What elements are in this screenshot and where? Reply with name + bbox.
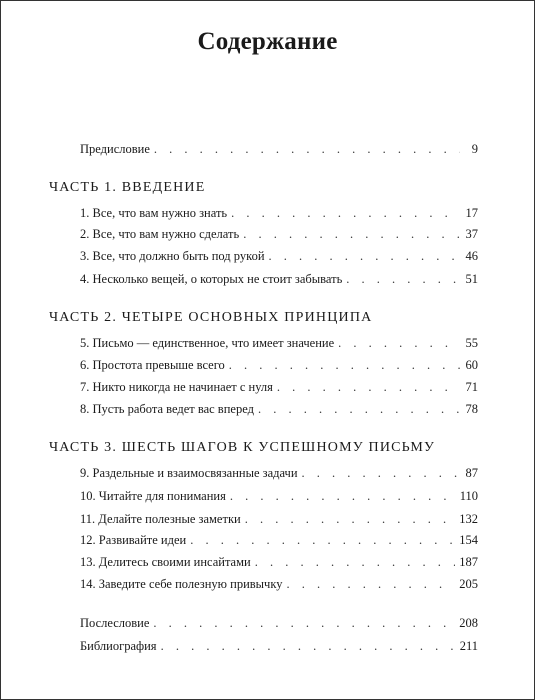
- toc-entry-label: Послесловие: [80, 616, 150, 630]
- toc-entry[interactable]: [80, 465, 478, 481]
- toc-entry-page: 46: [465, 249, 478, 263]
- toc-entry-label: 5. Письмо — единственное, что имеет значение: [80, 336, 335, 350]
- toc-entry[interactable]: [80, 205, 478, 221]
- dot-leader: [255, 554, 456, 570]
- toc-entry-page: 187: [459, 555, 478, 569]
- toc-entry[interactable]: [80, 335, 478, 351]
- toc-entry[interactable]: [80, 576, 478, 592]
- toc-entry-afterword[interactable]: [80, 615, 478, 631]
- toc-entry[interactable]: [80, 248, 478, 264]
- toc-entry-label: 1. Все, что вам нужно знать: [80, 206, 228, 220]
- page-title: Содержание: [197, 28, 338, 55]
- dot-leader: [338, 335, 460, 351]
- dot-leader: [269, 248, 460, 264]
- dot-leader: [287, 576, 456, 592]
- dot-leader: [190, 532, 455, 548]
- toc-entry[interactable]: [80, 511, 478, 527]
- toc-entry-page: 211: [459, 639, 478, 653]
- toc-entry[interactable]: [80, 554, 478, 570]
- dot-leader: [229, 357, 460, 373]
- toc-entry-page: 205: [459, 577, 478, 591]
- part-heading-2: ЧАСТЬ 2. ЧЕТЫРЕ ОСНОВНЫХ ПРИНЦИПА: [49, 310, 373, 325]
- toc-entry-label: 7. Никто никогда не начинает с нуля: [80, 380, 273, 394]
- toc-entry-page: 71: [465, 380, 478, 394]
- toc-entry-page: 132: [459, 512, 478, 526]
- dot-leader: [245, 511, 456, 527]
- toc-entry-page: 37: [465, 227, 478, 241]
- toc-entry-page: 17: [465, 206, 478, 220]
- toc-entry[interactable]: [80, 357, 478, 373]
- toc-entry-page: 154: [459, 533, 478, 547]
- toc-entry-page: 9: [471, 142, 478, 156]
- toc-entry-page: 55: [465, 336, 478, 350]
- toc-entry[interactable]: [80, 532, 478, 548]
- dot-leader: [346, 271, 460, 287]
- part-heading-1: ЧАСТЬ 1. ВВЕДЕНИЕ: [49, 180, 206, 195]
- toc-entry-page: 78: [465, 402, 478, 416]
- toc-entry-label: Предисловие: [80, 142, 150, 156]
- toc-entry-label: Библиография: [80, 639, 157, 653]
- toc-entry-label: 12. Развивайте идеи: [80, 533, 187, 547]
- toc-entry[interactable]: [80, 488, 478, 504]
- toc-entry-page: 87: [465, 466, 478, 480]
- toc-entry-label: 3. Все, что должно быть под рукой: [80, 249, 265, 263]
- dot-leader: [161, 638, 456, 654]
- toc-entry[interactable]: [80, 226, 478, 242]
- toc-entry-label: 4. Несколько вещей, о которых не стоит забывать: [80, 272, 343, 286]
- toc-entry[interactable]: [80, 401, 478, 417]
- dot-leader: [277, 379, 460, 395]
- toc-entry-page: 60: [465, 358, 478, 372]
- toc-entry-preface[interactable]: [80, 141, 478, 157]
- dot-leader: [231, 205, 460, 221]
- toc-entry-page: 208: [459, 616, 478, 630]
- toc-entry-label: 8. Пусть работа ведет вас вперед: [80, 402, 254, 416]
- toc-entry-label: 10. Читайте для понимания: [80, 489, 226, 503]
- toc-entry[interactable]: [80, 379, 478, 395]
- dot-leader: [154, 141, 460, 157]
- toc-entry-label: 9. Раздельные и взаимосвязанные задачи: [80, 466, 298, 480]
- part-heading-3: ЧАСТЬ 3. ШЕСТЬ ШАГОВ К УСПЕШНОМУ ПИСЬМУ: [49, 440, 436, 455]
- toc-entry-label: 13. Делитесь своими инсайтами: [80, 555, 251, 569]
- dot-leader: [243, 226, 460, 242]
- dot-leader: [230, 488, 456, 504]
- toc-entry[interactable]: [80, 271, 478, 287]
- dot-leader: [302, 465, 460, 481]
- dot-leader: [153, 615, 455, 631]
- toc-entry-page: 51: [465, 272, 478, 286]
- toc-entry-label: 11. Делайте полезные заметки: [80, 512, 241, 526]
- toc-entry-label: 2. Все, что вам нужно сделать: [80, 227, 240, 241]
- toc-entry-page: 110: [459, 489, 478, 503]
- toc-entry-label: 6. Простота превыше всего: [80, 358, 225, 372]
- toc-entry-label: 14. Заведите себе полезную привычку: [80, 577, 283, 591]
- dot-leader: [258, 401, 460, 417]
- toc-entry-bibliography[interactable]: [80, 638, 478, 654]
